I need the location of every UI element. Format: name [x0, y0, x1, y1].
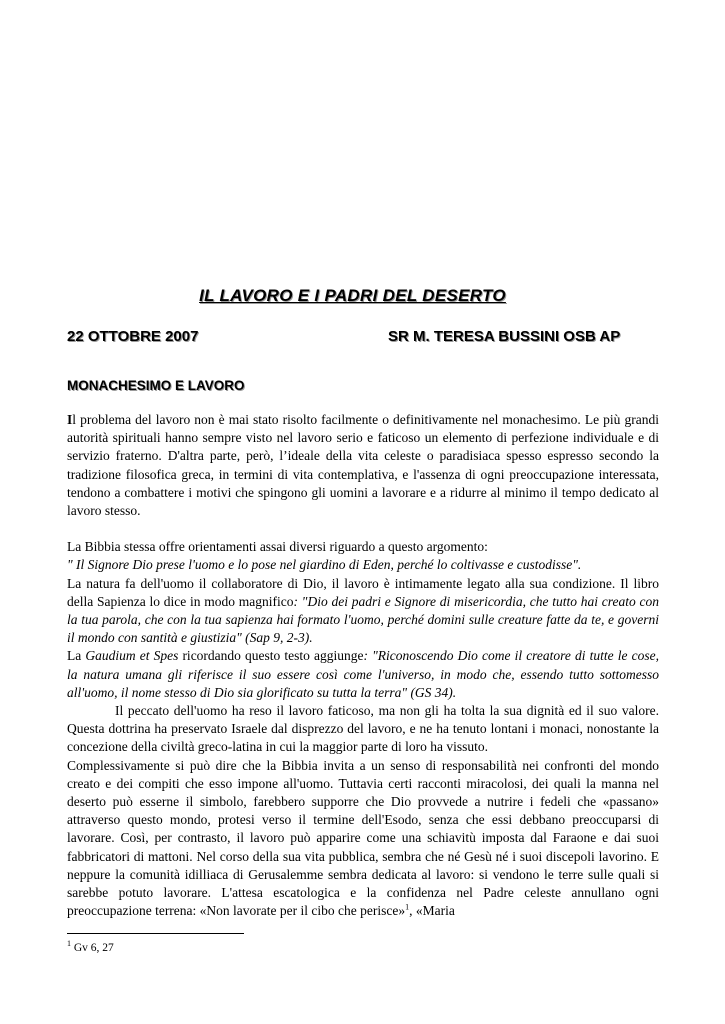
quote-genesis-text: " Il Signore Dio prese l'uomo e lo pose nel giardino di Eden, perché lo coltivasse e custodisse". — [67, 557, 582, 573]
paragraph-intro-text: l problema del lavoro non è mai stato risolto facilmente o definitivamente nel monachesimo. Le più grandi autorità spirituali hanno sempre visto nel lavoro serio e faticoso un elemento di perfezione individuale e di servizio fraterno. D'altra parte, però, l’ideale della vita celeste o paradisiaca spesso espresso secondo la tradizione filosofica greca, in termini di vita contemplativa, e l'assenza di ogni preoccupazione interessata, tendono a combattere i motivi che spingono gli uomini a lavorare e a ridurre al minimo il tempo dedicato al lavoro stesso. — [67, 412, 659, 519]
footnote — [67, 939, 114, 954]
quote-genesis — [67, 556, 659, 574]
drop-cap: I — [67, 412, 73, 427]
paragraph-peccato: Il peccato dell'uomo ha reso il lavoro faticoso, ma non gli ha tolta la sua dignità ed il suo valore. Questa dottrina ha preservato Israele dal disprezzo del lavoro, e ne ha tenuto lontani i monaci, nonostante la concezione della civiltà greco-latina in cui la maggior parte di loro ha vissuto. — [67, 703, 659, 755]
paragraph-bible: La Bibbia stessa offre orientamenti assai diversi riguardo a questo argomento: — [67, 539, 488, 555]
quote-gaudium: : "Riconoscendo Dio come il creatore di tutte le cose, la natura umana gli riferisce il suo essere così come l'universo, in modo che, essendo tutto sottomesso all'uomo, il nome stesso di Dio sia glorificato su tutta la terra" (GS 34). — [67, 648, 659, 700]
body-text — [67, 411, 659, 920]
paragraph-gaudium-lead: La — [67, 648, 86, 664]
paragraph-complessivamente — [67, 757, 659, 921]
footnote-divider — [67, 933, 244, 934]
document-date: 22 OTTOBRE 2007 — [67, 328, 199, 345]
section-heading: MONACHESIMO E LAVORO — [67, 378, 245, 393]
footnote-text: Gv 6, 27 — [71, 942, 114, 954]
paragraph-sapienza — [67, 575, 659, 648]
document-author: SR M. TERESA BUSSINI OSB AP — [388, 328, 621, 345]
document-title: IL LAVORO E I PADRI DEL DESERTO — [199, 286, 506, 305]
quote-sapienza: : "Dio dei padri e Signore di misericordia, che tutto hai creato con la tua parola, che con la tua sapienza hai formato l'uomo, perché domini sulle creature fatte da te, e governi il mondo con santità e giustizia" (Sap 9, 2-3). — [67, 593, 659, 646]
paragraph-sapienza-text: La natura fa dell'uomo il collaboratore di Dio, il lavoro è intimamente legato alla sua condizione. Il libro della Sapienza lo dice in modo magnifico — [67, 575, 659, 609]
footnote-ref[interactable]: 1 — [405, 902, 410, 912]
footnote-number: 1 — [67, 939, 71, 949]
paragraph-spacer — [67, 520, 659, 538]
paragraph-intro — [67, 411, 659, 520]
paragraph-gaudium-mid: ricordando questo testo aggiunge — [178, 648, 364, 664]
paragraph-complessivamente-tail: , «Maria — [409, 903, 455, 919]
gaudium-et-spes-title: Gaudium et Spes — [85, 648, 179, 664]
paragraph-gaudium — [67, 647, 659, 702]
paragraph-complessivamente-text: Complessivamente si può dire che la Bibbia invita a un senso di responsabilità nei confronti del mondo creato e dei compiti che esso impone all'uomo. Tuttavia certi racconti miracolosi, dei quali la manna nel deserto può esserne il simbolo, farebbero supporre che Dio provvede a nutrire i fedeli che «passano» attraverso questo mondo, protesi verso il termine dell'Esodo, senza che essi debbano preoccuparsi di lavorare. Così, per contrasto, il lavoro può apparire come una schiavitù imposta dal Faraone e dai suoi fabbricatori di mattoni. Nel corso della sua vita pubblica, sembra che né Gesù né i suoi discepoli lavorino. E neppure la comunità idilliaca di Gerusalemme sembra dedicata al lavoro: si vendono le terre sulle quali si sarebbe potuto lavorare. L'attesa escatologica e la confidenza nel Padre celeste annullano ogni preoccupazione terrena: «Non lavorate per il cibo che perisce» — [67, 757, 659, 919]
